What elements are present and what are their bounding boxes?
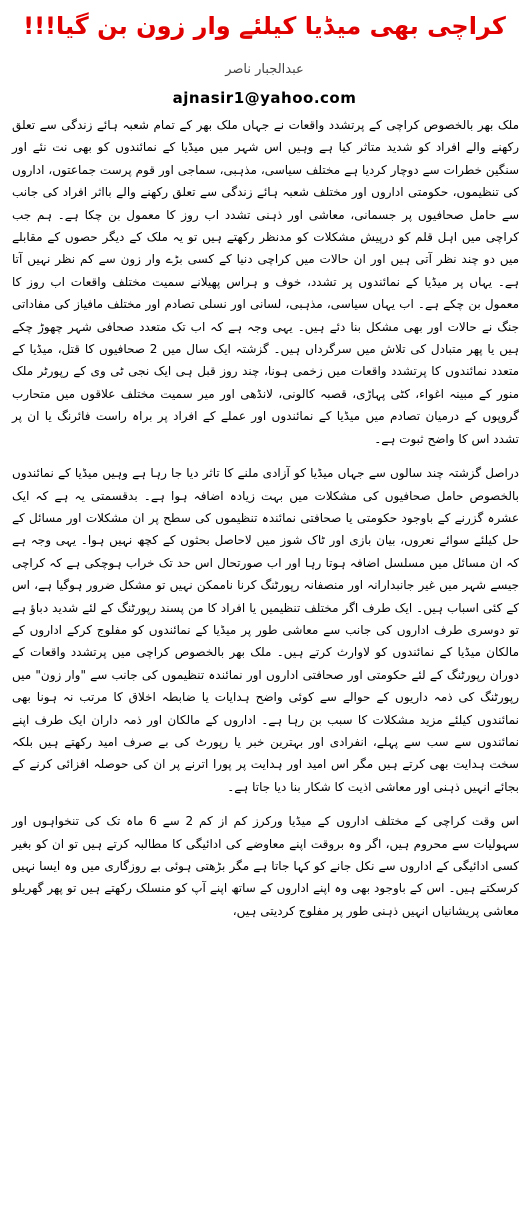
paragraph-1: ملک بھر بالخصوص کراچی کے پرتشدد واقعات نے جہاں ملک بھر کے تمام شعبہ ہائے زندگی سے تعلق رکھنے والے افراد کو شدید متاثر کیا ہے وہیں اس شہر میں میڈیا کے نمائندوں کو بھی نت نئے اور سنگین خطرات سے دوچار کردیا ہے مختلف سیاسی، مذہبی، سماجی اور قوم پرست جماعتوں، اداروں کی تنظیموں، حکومتی اداروں اور مختلف شعبہ ہائے زندگی سے تعلق رکھنے والے بااثر افراد کی جانب سے حامل صحافیوں پر جسمانی، معاشی اور ذہنی تشدد اب روز کا معمول بن چکا ہے۔ ہم جب کراچی میں اہل قلم کو درپیش مشکلات کو مدنظر رکھتے ہیں تو یہ ملک کے دیگر حصوں کے مقابلے میں دو چند نظر آتی ہیں اور ان حالات میں کراچی دنیا کے کسی بڑے وار زون سے کم نظر نہیں آتا ہے۔ یہاں پر میڈیا کے نمائندوں پر تشدد، خوف و ہراس پھیلانے سمیت مختلف واقعات اب روز کا معمول بن چکے ہے۔ اب یہاں سیاسی، مذہبی، لسانی اور نسلی تصادم اور مختلف مافیاز کی مفاداتی جنگ نے حالات اور بھی مشکل بنا دئے ہیں۔ یہی وجہ ہے کہ اب تک متعدد صحافی شہر چھوڑ چکے ہیں یا پھر متبادل کی تلاش میں سرگرداں ہیں۔ گزشتہ ایک سال میں 2 صحافیوں کا قتل، میڈیا کے متعدد نمائندوں کا پرتشدد واقعات میں زخمی ہونا، چند روز قبل ہی ایک نجی ٹی وی کے رپورٹر ملک منور کے مبینہ اغواء، کٹی پہاڑی، قصبہ کالونی، لانڈھی اور میر سمیت مختلف علاقوں میں متحارب گروپوں کے درمیان تصادم میں میڈیا کے نمائندوں اور عملے کے افراد پر براہ راست فائرنگ یا ان پر تشدد اس کا واضح ثبوت ہے۔	[12, 118, 520, 446]
article-title: کراچی بھی میڈیا کیلئے وار زون بن گیا!!!	[23, 12, 506, 40]
paragraph-2: دراصل گزشتہ چند سالوں سے جہاں میڈیا کو آزادی ملنے کا تاثر دیا جا رہا ہے وہیں میڈیا کے نمائندوں بالخصوص حامل صحافیوں کی مشکلات میں بہت زیادہ اضافہ ہوا ہے۔ بدقسمتی یہ ہے کہ ایک عشرہ گزرنے کے باوجود حکومتی یا صحافتی نمائندہ تنظیموں کی سطح پر ان مشکلات اور مسائل کے حل کیلئے سوائے نعروں، بیان بازی اور ٹاک شوز میں لاحاصل بحثوں کے کچھ نہیں ہوا۔ یہی وجہ ہے کہ ان مسائل میں مسلسل اضافہ ہوتا رہا اور اب صورتحال اس حد تک خراب ہوچکی ہے کہ کراچی جیسے شہر میں غیر جانبدارانہ اور منصفانہ رپورٹنگ کرنا ناممکن نہیں تو مشکل ضرور ہوگیا ہے، اس کے کئی اسباب ہیں۔ ایک طرف اگر مختلف تنظیمیں یا افراد کا من پسند رپورٹنگ کے لئے شدید دباؤ ہے تو دوسری طرف اداروں کی جانب سے معاشی طور پر میڈیا کے نمائندوں کو مفلوج کرکے اداروں کے مالکان میڈیا کے نمائندوں کو لاوارث کرتے ہیں۔ ملک بھر بالخصوص کراچی میں پرتشدد واقعات کے دوران رپورٹنگ کے لئے حکومتی اور صحافتی اداروں اور نمائندہ تنظیموں کی جانب سے "وار زون" میں رپورٹنگ کی ذمہ داریوں کے حوالے سے کوئی واضح ہدایات یا ضابطہ اخلاق کا مرتب نہ ہونا بھی نمائندوں کیلئے مزید مشکلات کا سبب بن رہا ہے۔ اداروں کے مالکان اور ذمہ داران ایک طرف اپنے نمائندوں سے سب سے پہلے، انفرادی اور بہترین خبر یا رپورٹ کی بے صرف امید رکھتے ہیں بلکہ سخت ہدایت بھی کرتے ہیں مگر اس امید اور ہدایت پر پورا اترنے پر ان کی حوصلہ افزائی کرنے کے بجائے انہیں ذہنی اور معاشی اذیت کا شکار بنا دیا جاتا ہے۔	[12, 466, 519, 794]
author-name: عبدالجبار ناصر	[225, 62, 304, 77]
paragraph-3: اس وقت کراچی کے مختلف اداروں کے میڈیا ورکرز کم از کم 2 سے 6 ماہ تک کی تنخواہوں اور سہولیات سے محروم ہیں، اگر وہ بروقت اپنے معاوضے کی ادائیگی کا مطالبہ کرتے ہیں تو ان کو بغیر کسی ادائیگی کے اداروں سے نکل جانے کو کہا جاتا ہے مگر بڑھتی ہوئی بے روزگاری میں وہ ایسا نہیں کرسکتے ہیں۔ اس کے باوجود بھی وہ اپنے اداروں کے ساتھ اپنے آپ کو منسلک رکھتے ہیں تو پھر گھریلو معاشی پریشانیاں انہیں ذہنی طور پر مفلوج کردیتی ہیں،	[12, 814, 519, 918]
author-email[interactable]: ajnasir1@yahoo.com	[172, 89, 357, 107]
article-body	[12, 114, 519, 934]
